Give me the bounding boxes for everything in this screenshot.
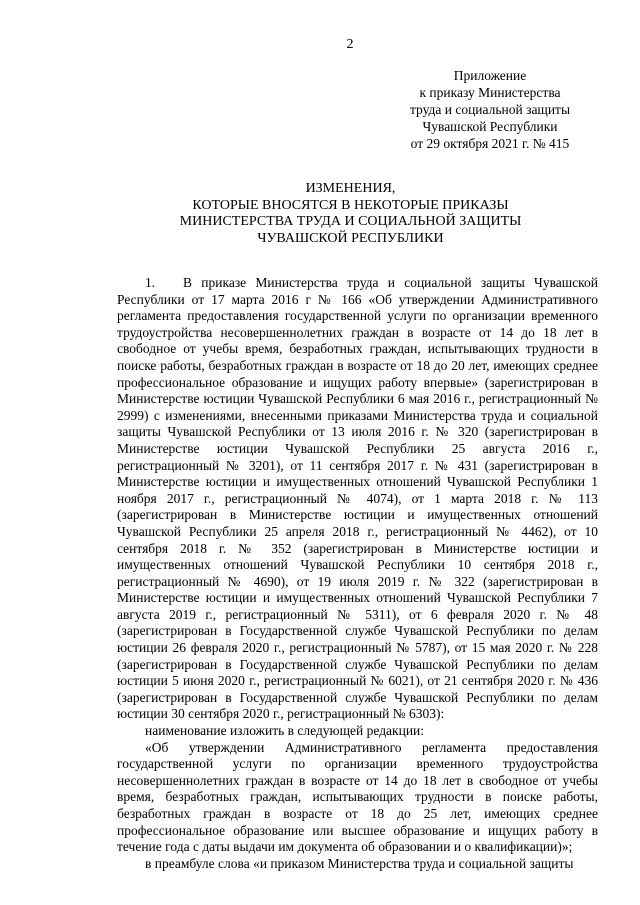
title-line: ЧУВАШСКОЙ РЕСПУБЛИКИ	[257, 230, 444, 246]
title-line: КОТОРЫЕ ВНОСЯТСЯ В НЕКОТОРЫЕ ПРИКАЗЫ	[192, 197, 509, 213]
paragraph-1-text: В приказе Министерства труда и социальной защиты Чувашской Республики от 17 марта 2016 г № 166 «Об утверждении Административного регламента предоставления государственной услуги по организации временного трудоустройства несовершеннолетних граждан в возрасте от 14 до 18 лет в свободное от учебы время, безработных граждан, испытывающих трудности в поиске работы, безработных граждан в возрасте от 18 до 20 лет, имеющих среднее профессиональное образование и ищущих работу впервые» (зарегистрирован в Министерстве юстиции Чувашской Республики 6 мая 2016 г., регистрационный № 2999) с изменениями, внесенными приказами Министерства труда и социальной защиты Чувашской Республики от 13 июля 2016 г. № 320 (зарегистрирован в Министерстве юстиции Чувашской Республики 25 августа 2016 г., регистрационный № 3201), от 11 сентября 2017 г. № 431 (зарегистрирован в Министерстве юстиции и имущественных отношений Чувашской Республики 1 ноября 2017 г., регистрационный № 4074), от 1 марта 2018 г. № 113 (зарегистрирован в Министерстве юстиции и имущественных отношений Чувашской Республики 25 апреля 2018 г., регистрационный № 4462), от 10 сентября 2018 г. № 352 (зарегистрирован в Министерстве юстиции и имущественных отношений Чувашской Республики 10 сентября 2018 г., регистрационный № 4690), от 19 июля 2019 г. № 322 (зарегистрирован в Министерстве юстиции и имущественных отношений Чувашской Республики 7 августа 2019 г., регистрационный № 5311), от 6 февраля 2020 г. № 48 (зарегистрирован в Государственной службе Чувашской Республики по делам юстиции 26 февраля 2020 г., регистрационный № 5787), от 15 мая 2020 г. № 228 (зарегистрирован в Государственной службе Чувашской Республики по делам юстиции 5 июня 2020 г., регистрационный № 6021), от 21 сентября 2020 г. № 436 (зарегистрирован в Государственной службе Чувашской Республики по делам юстиции 30 сентября 2020 г., регистрационный № 6303):	[117, 275, 598, 722]
appendix-line: от 29 октября 2021 г. № 415	[410, 136, 570, 151]
paragraph-4: в преамбуле слова «и приказом Министерства труда и социальной защиты	[145, 855, 574, 871]
paragraph-2: наименование изложить в следующей редакции:	[145, 723, 425, 739]
paragraph-3: «Об утверждении Административного регламента предоставления государственной услуги по организации временного трудоустройства несовершеннолетних граждан в возрасте от 14 до 18 лет в свободное от учебы время, безработных граждан, испытывающих трудности в поиске работы, безработных граждан в возрасте от 18 до 25 лет, имеющих среднее профессиональное образование или высшее образование и ищущих работу в течение года с даты выдачи им документа об образовании и о квалификации)»;	[117, 739, 598, 855]
appendix-line: труда и социальной защиты	[409, 102, 571, 117]
document-title	[98, 181, 603, 247]
title-line: ИЗМЕНЕНИЯ,	[305, 181, 396, 196]
appendix-line: к приказу Министерства	[419, 85, 561, 100]
appendix-line: Чувашской Республики	[422, 119, 558, 134]
paragraph-1	[117, 275, 598, 723]
paragraph-number: 1.	[145, 275, 156, 290]
page-number: 2	[346, 37, 354, 52]
document-body	[117, 275, 598, 872]
title-line: МИНИСТЕРСТВА ТРУДА И СОЦИАЛЬНОЙ ЗАЩИТЫ	[179, 214, 522, 229]
appendix-line: Приложение	[453, 68, 527, 83]
appendix-block	[380, 67, 600, 152]
